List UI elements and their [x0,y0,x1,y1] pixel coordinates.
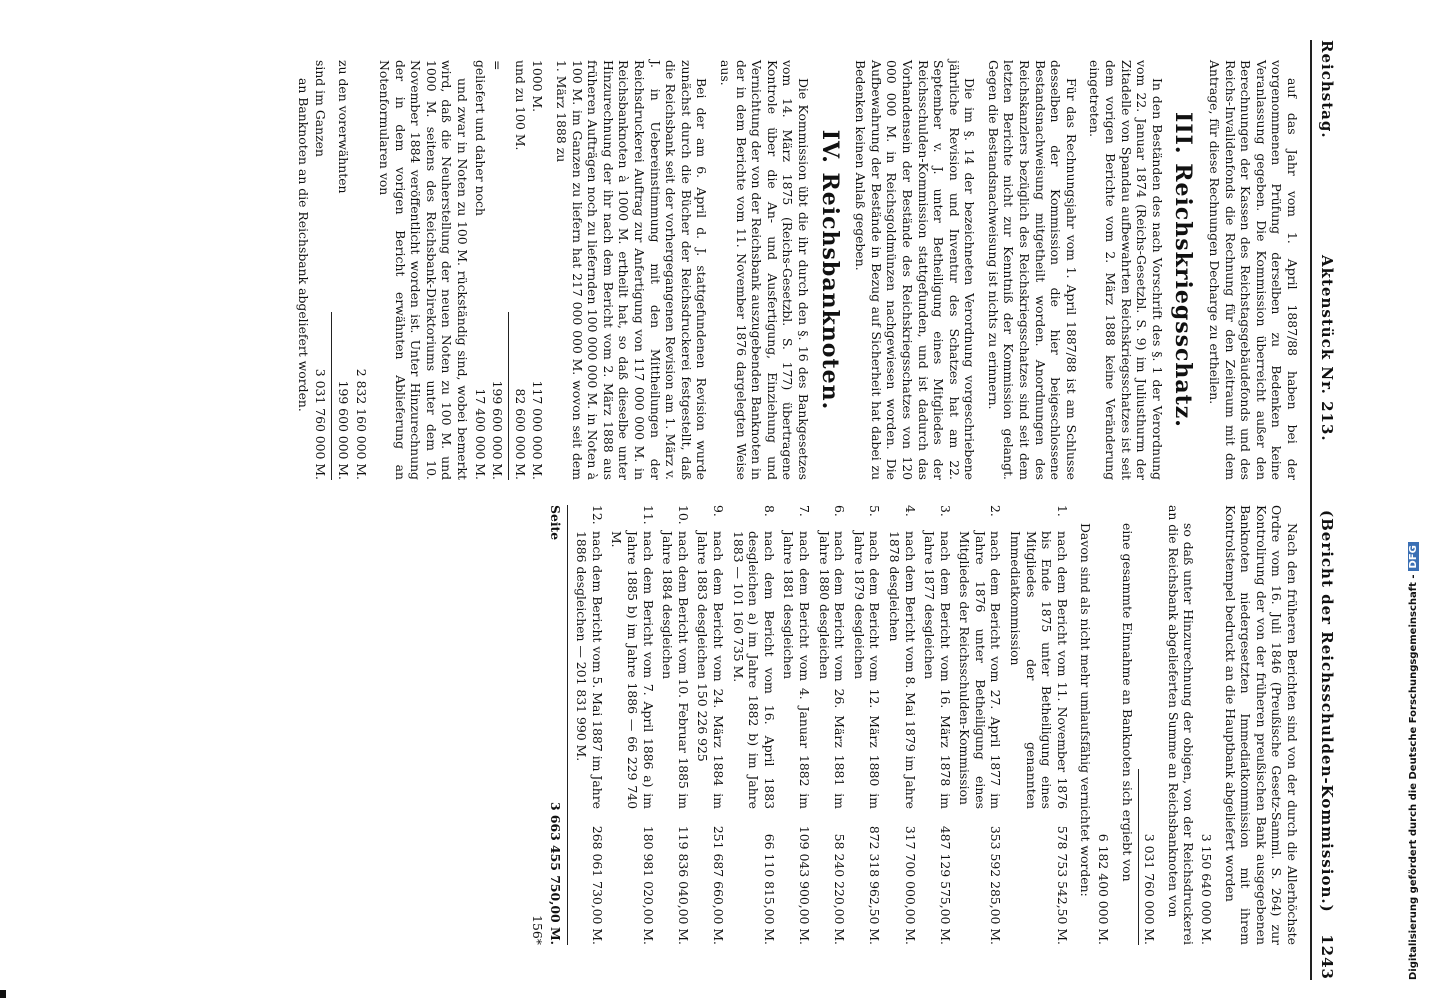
amount-label: sind im Ganzen [313,60,329,157]
list-item [851,505,882,945]
item-number: 12. [589,505,605,525]
item-number: 6. [832,505,848,517]
amount-row [1095,505,1111,945]
item-number: 7. [796,505,812,517]
sheet-mark: 156* [530,915,546,945]
item-text: nach dem Bericht vom 16. April 1883 desgleichen a) im Jahre 1882 b) im Jahre 1883 — 101 160 735 M. [730,531,777,809]
amount-row [313,60,329,480]
item-number: 8. [761,505,777,517]
item-amount: 119 836 040,00 M. [675,825,691,945]
header-report-title: (Bericht der Reichsschulden-Kommission.) [1318,510,1336,913]
scan-corner-mark [0,990,6,998]
item-text: nach dem Bericht vom 27. April 1877 im Jahre 1876 unter Betheiligung eines Mitgliedes der Reichsschulden-Kommission [957,531,1004,809]
list-item [1008,505,1070,945]
right-column [529,505,1300,945]
total-label: Seite [547,505,563,541]
list-item [886,505,917,945]
amount-row [353,60,369,480]
dfg-logo: DFG [1408,542,1419,571]
amount-value: 199 600 000 M. [490,380,506,480]
list-item [730,505,777,945]
amount-value: 3 031 760 000 M. [313,368,329,480]
amount-value: 17 400 000 M. [472,388,488,480]
item-amount: 58 240 220,00 M. [832,833,848,945]
amount-value: 2 832 160 000 M. [353,368,369,480]
item-number: 10. [675,505,691,525]
amount-label: = [490,60,506,71]
paragraph: Für das Rechnungsjahr vom 1. April 1887/88 ist am Schlusse desselben der Kommission die hier beigeschlossene Bestandsnachweisung mitgetheilt worden. Anordnungen des Reichskanzlers bezüglich des Reichskriegsschatzes sind seit dem letzten Berichte nicht zur Kenntniß der Kommission gelangt. Gegen die Bestandsnachweisung ist nichts zu erinnern. [985,60,1079,480]
item-amount: 317 700 000,00 M. [902,825,918,945]
paragraph: eine gesammte Einnahme an Banknoten sich ergiebt von [1119,523,1135,882]
item-number: 3. [937,505,953,517]
item-number: 4. [902,505,918,517]
amount-row [1198,505,1214,945]
paragraph: In den Beständen des nach Vorschrift des §. 1 der Verordnung vom 22. Januar 1874 (Reichs-Gesetzbl. S. 9) im Juliusthurm der Zitadelle von Spandau aufbewahrten Reichskriegsschatzes ist seit dem vorigen Berichte vom 2. März 1888 keine Veränderung eingetreten. [1087,60,1165,480]
amount-row [1142,505,1158,945]
item-amount: 872 318 962,50 M. [867,825,883,945]
paragraph: Die im §. 14 der bezeichneten Verordnung vorgeschriebene jährliche Revision und Inventur des Schatzes hat am 22. September v. J. unter Betheiligung eines Mitgliedes der Reichsschulden-Kommission stattgefunden, und ist dadurch das Vorhandensein der Bestände des Reichskriegsschatzes von 120 000 000 M. in Reichsgoldmünzen nachgewiesen worden. Die Aufbewahrung der Bestände in Bezug auf Sicherheit hat dabei zu Bedenken keinen Anlaß gegeben. [853,60,978,480]
paragraph: an Banknoten an die Reichsbank abgeliefert worden. [295,78,311,412]
item-text: nach dem Bericht vom 10. Februar 1885 im Jahre 1884 desgleichen [660,531,691,809]
paragraph: so daß unter Hinzurechnung der obigen, von der Reichsdruckerei an die Reichsbank abgelieferten Summe an Reichsbanknoten von [1165,505,1197,945]
item-text: nach dem Bericht vom 24. März 1884 im Jahre 1883 desgleichen 150 226 925 [695,531,726,809]
item-text: nach dem Bericht vom 16. März 1878 im Jahre 1877 desgleichen [922,531,953,809]
amount-row [472,60,488,480]
amount-value: 199 600 000 M. [335,380,351,480]
item-number: 2. [988,505,1004,517]
amount-label: zu den vorerwähnten [335,60,351,194]
item-number: 1. [1054,505,1070,517]
item-number: 5. [867,505,883,517]
item-amount: 487 129 575,00 M. [937,825,953,945]
amount-value: 82 600 000 M. [512,388,528,480]
item-number: 11. [640,505,656,525]
list-item [609,505,656,945]
digitization-text: Digitalisierung gefördert durch die Deutsche Forschungsgemeinschaft - [1408,574,1419,980]
destruction-list [574,505,1070,945]
amount-row [512,60,528,480]
list-item [574,505,605,945]
item-amount: 353 592 285,00 M. [988,825,1004,945]
item-amount: 268 061 730,00 M. [589,825,605,945]
item-number: 9. [711,505,726,517]
item-amount: 180 981 020,00 M. [640,825,656,945]
item-text: nach dem Bericht vom 11. November 1876 bis Ende 1875 unter Betheiligung eines Mitgliedes der genannten Immediatkommission [1008,531,1070,809]
item-amount: 251 687 660,00 M. [711,825,726,945]
item-text: nach dem Bericht vom 5. Mai 1887 im Jahre 1886 desgleichen — 201 831 990 M. [574,531,605,809]
item-amount: 66 110 815,00 M. [761,833,777,945]
item-text: nach dem Bericht vom 26. März 1881 im Jahre 1880 desgleichen [816,531,848,809]
amount-value: 117 000 000 M. [530,380,546,480]
list-item [816,505,847,945]
list-item [922,505,953,945]
section-heading-iii: III. Reichskriegsschatz. [1170,112,1197,428]
paragraph: Bei der am 6. April d. J. stattgefundenen Revision wurde zunächst durch die Bücher der Reichsdruckerei festgestellt, daß die Reichsbank seit der vorhergegangenen Revision am 1. März v. J. in Uebereinstimmung mit den Mittheilungen der Reichsdruckerei Auftrag zur Anfertigung von 117 000 000 M. in Reichsbanknoten à 1000 M. ertheilt hat, so daß dieselbe unter Hinzurechnung der ihr nach dem Bericht vom 2. März 1888 aus früheren Aufträgen noch zu liefernden 100 000 000 M. in Noten à 100 M. im Ganzen zu liefern hat 217 000 000 M. wovon seit dem 1. März 1888 zu [554,60,710,480]
sum-rule [508,312,509,480]
list-item [957,505,1004,945]
header-document-number: Aktenstück Nr. 213. [1318,255,1336,442]
left-column [287,60,1300,480]
amount-label: 1000 M. [530,60,546,113]
header-left: Reichstag. [1318,40,1336,139]
list-item [660,505,691,945]
item-text: nach dem Bericht vom 4. Januar 1882 im Jahre 1881 desgleichen [781,531,812,809]
digitization-notice [1408,542,1419,980]
section-heading-iv: IV. Reichsbanknoten. [816,129,843,411]
list-item [781,505,812,945]
amount-row [490,60,506,480]
page-number: 1243 [1318,934,1336,980]
page-header [1310,40,1352,980]
item-text: nach dem Bericht vom 12. März 1880 im Jahre 1879 desgleichen [851,531,883,809]
item-amount: 578 753 542,50 M. [1054,825,1070,945]
amount-row [530,60,546,480]
paragraph: Davon sind als nicht mehr umlaufsfähig vernichtet worden: [1078,523,1094,897]
amount-label: und zu 100 M. [512,60,528,151]
total-value: 3 663 455 750,00 M. [547,801,563,945]
amount-value: 3 031 760 000 M. [1142,833,1158,945]
page-total-row [547,505,568,945]
item-text: nach dem Bericht vom 7. April 1886 a) im Jahre 1885 b) im Jahre 1886 — 66 229 740 M. [609,531,656,809]
amount-value: 3 150 640 000 M. [1199,833,1215,945]
sum-rule [331,312,332,480]
amount-label: geliefert und daher noch [472,60,488,216]
paragraph: und zwar in Noten zu 100 M. rückständig sind, wobei bemerkt wird, daß die Neuherstellung der neuen Noten zu 100 M. und 1000 M. seitens des Reichsbank-Direktoriums unter dem 10. November 1884 veröffentlicht worden ist. Unter Hinzurechnung der in dem vorigen Bericht erwähnten Ablieferung an Notenformularen von [377,60,471,480]
paragraph: Die Kommission übt die ihr durch den §. 16 des Bankgesetzes vom 14. März 1875 (Reichs-Gesetzbl. S. 177) übertragene Kontrole über die An- und Ausfertigung, Einziehung und Vernichtung der von der Reichsbank auszugebenden Banknoten in der in dem Berichte vom 11. November 1876 dargelegten Weise aus. [718,60,811,480]
item-text: nach dem Bericht vom 8. Mai 1879 im Jahre 1878 desgleichen [886,531,918,809]
sum-rule [1138,769,1139,945]
list-item [695,505,726,945]
paragraph: Nach den früheren Berichten sind von der durch die Allerhöchste Ordre vom 16. Juli 1846 (Preußische Gesetz-Samml. S. 264) zur Kontrolirung der von der früheren preußischen Bank ausgegebenen Banknoten niedergesetzten Immediatkommission mit ihrem Kontrolstempel bedruckt an die Hauptbank abgeliefert worden [1222,505,1300,945]
paragraph: auf das Jahr vom 1. April 1887/88 haben bei der vorgenommenen Prüfung derselben zu Bedenken keine Veranlassung gegeben. Die Kommission überreicht außer den Berechnungen der Kassen des Reichstagsgebäudefonds und des Reichs-Invalidenfonds die Rechnung für den Zeitraum mit dem Antrage, für diese Rechnungen Decharge zu ertheilen. [1207,60,1300,480]
amount-value: 6 182 400 000 M. [1096,833,1112,945]
amount-row [335,60,351,480]
item-amount: 109 043 900,00 M. [796,825,812,945]
